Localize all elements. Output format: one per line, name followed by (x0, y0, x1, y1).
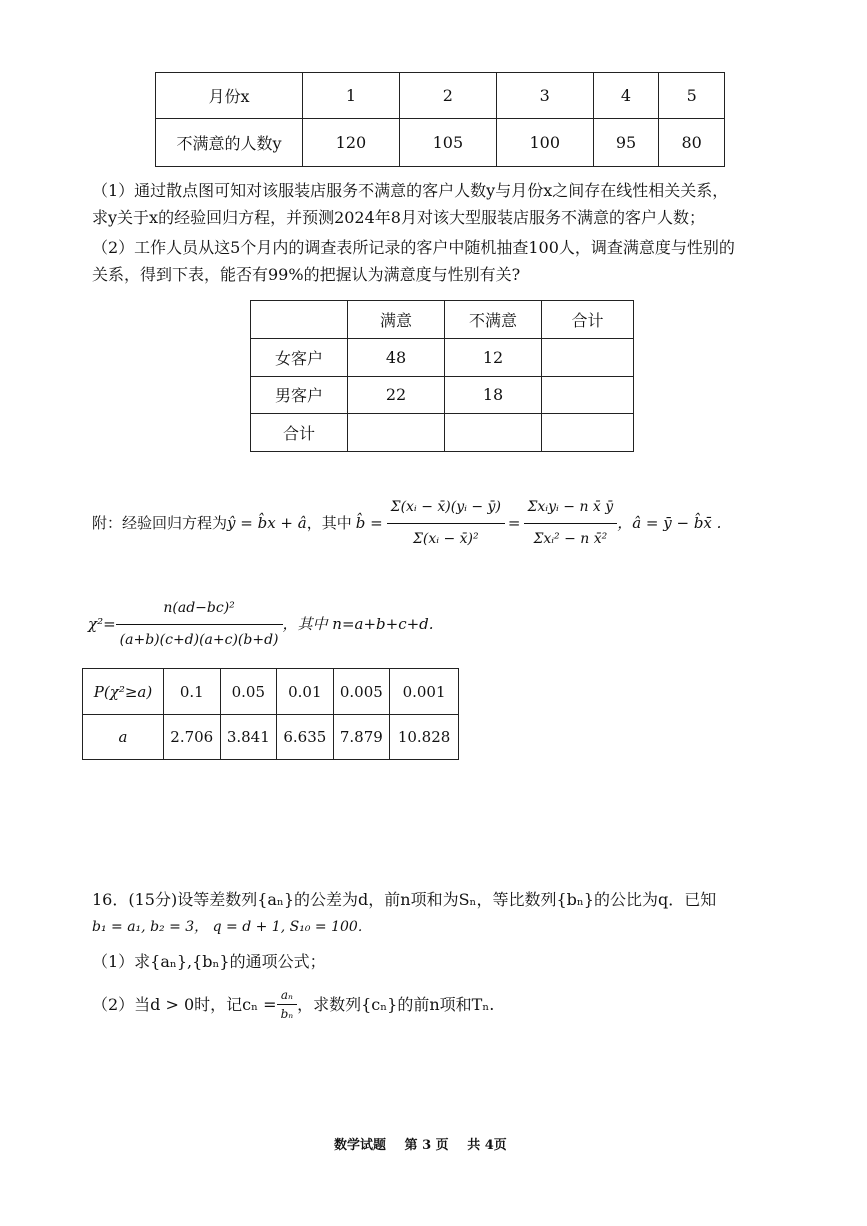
q15-part1-line1: （1）通过散点图可知对该服装店服务不满意的客户人数y与月份x之间存在线性相关关系， (92, 181, 729, 200)
count-cell: 95 (593, 119, 659, 167)
header-cell: 合计 (542, 301, 634, 339)
a-cell: 2.706 (164, 715, 221, 760)
count-cell: 105 (399, 119, 496, 167)
q15-part2-line2: 关系，得到下表，能否有99%的把握认为满意度与性别有关? (92, 265, 521, 284)
equals-sign: = (507, 513, 521, 532)
month-cell: 2 (399, 73, 496, 119)
q15-part2-line1: （2）工作人员从这5个月内的调查表所记录的客户中随机抽查100人，调查满意度与性别的 (92, 238, 735, 257)
critical-value-table (82, 668, 459, 760)
page-footer (334, 1134, 507, 1153)
a-cell: 6.635 (277, 715, 334, 760)
a-cell: 3.841 (220, 715, 277, 760)
q16-part2 (92, 982, 494, 1026)
chi-square-formula (88, 596, 434, 652)
month-cell: 3 (496, 73, 593, 119)
b-hat-fraction-2 (524, 494, 618, 553)
p-cell: 0.1 (164, 669, 221, 715)
fraction-denominator: (a+b)(c+d)(a+c)(b+d) (119, 631, 279, 648)
month-cell: 4 (593, 73, 659, 119)
fraction-numerator: Σxᵢyᵢ − n x̄ ȳ (524, 494, 618, 524)
table-cell (542, 414, 634, 452)
header-cell: 不满意 (445, 301, 542, 339)
q16-part2-suffix: ，求数列{cₙ}的前n项和Tₙ. (297, 994, 495, 1014)
row-label: 女客户 (251, 338, 348, 376)
row-header-p: P(χ²≥a) (83, 669, 164, 715)
fraction-numerator: n(ad−bc)² (116, 595, 283, 625)
months-table (155, 72, 725, 167)
q16-line1: 16．(15分)设等差数列{aₙ}的公差为d，前n项和为Sₙ，等比数列{bₙ}的公比为q．已知 (92, 890, 717, 909)
a-cell: 10.828 (390, 715, 459, 760)
footer-page: 第 3 页 (404, 1138, 449, 1153)
header-cell: 满意 (348, 301, 445, 339)
table-cell: 12 (445, 338, 542, 376)
footer-total: 共 4页 (467, 1138, 507, 1153)
month-cell: 5 (659, 73, 725, 119)
p-cell: 0.05 (220, 669, 277, 715)
header-cell (251, 301, 348, 339)
fraction-numerator: aₙ (277, 988, 298, 1005)
q16-line2: b₁ = a₁, b₂ = 3， q = d + 1, S₁₀ = 100． (92, 919, 372, 935)
chi-fraction (116, 595, 283, 654)
p-cell: 0.001 (390, 669, 459, 715)
footer-subject: 数学试题 (334, 1138, 387, 1153)
row-label: 男客户 (251, 376, 348, 414)
table-cell (445, 414, 542, 452)
count-cell: 100 (496, 119, 593, 167)
a-cell: 7.879 (333, 715, 390, 760)
row-header-count: 不满意的人数y (156, 119, 303, 167)
table-cell (348, 414, 445, 452)
count-cell: 120 (303, 119, 400, 167)
row-label: 合计 (251, 414, 348, 452)
satisfaction-table (250, 300, 634, 452)
a-hat-formula: ，â = ȳ − b̂x̄ . (617, 513, 722, 532)
row-header-month: 月份x (156, 73, 303, 119)
b-hat-label: b̂ = (355, 513, 383, 532)
q15-part1 (92, 177, 728, 231)
q15-part2 (92, 234, 735, 288)
chi-tail: ，其中 n=a+b+c+d. (282, 614, 434, 633)
fraction-denominator: Σxᵢ² − n x̄² (533, 530, 608, 547)
regression-equation: ŷ = b̂x + â (227, 513, 307, 532)
table-cell (542, 376, 634, 414)
p-cell: 0.005 (333, 669, 390, 715)
fraction-denominator: Σ(xᵢ − x̄)² (412, 530, 479, 547)
b-hat-fraction-1 (387, 494, 505, 553)
appendix-mid: ，其中 (306, 513, 352, 532)
q16-part1: （1）求{aₙ},{bₙ}的通项公式； (92, 952, 326, 971)
table-cell: 18 (445, 376, 542, 414)
fraction-denominator: bₙ (280, 1006, 294, 1021)
appendix-formula (92, 488, 721, 558)
chi-lhs: χ²= (88, 614, 116, 633)
table-cell: 22 (348, 376, 445, 414)
appendix-prefix: 附：经验回归方程为 (92, 513, 228, 532)
q15-part1-line2: 求y关于x的经验回归方程，并预测2024年8月对该大型服装店服务不满意的客户人数； (92, 208, 705, 227)
table-cell: 48 (348, 338, 445, 376)
c-n-fraction (277, 988, 298, 1021)
fraction-numerator: Σ(xᵢ − x̄)(yᵢ − ȳ) (387, 494, 505, 524)
table-cell (542, 338, 634, 376)
p-cell: 0.01 (277, 669, 334, 715)
count-cell: 80 (659, 119, 725, 167)
q16-part2-prefix: （2）当d > 0时，记cₙ = (92, 994, 277, 1014)
month-cell: 1 (303, 73, 400, 119)
row-header-a: a (83, 715, 164, 760)
